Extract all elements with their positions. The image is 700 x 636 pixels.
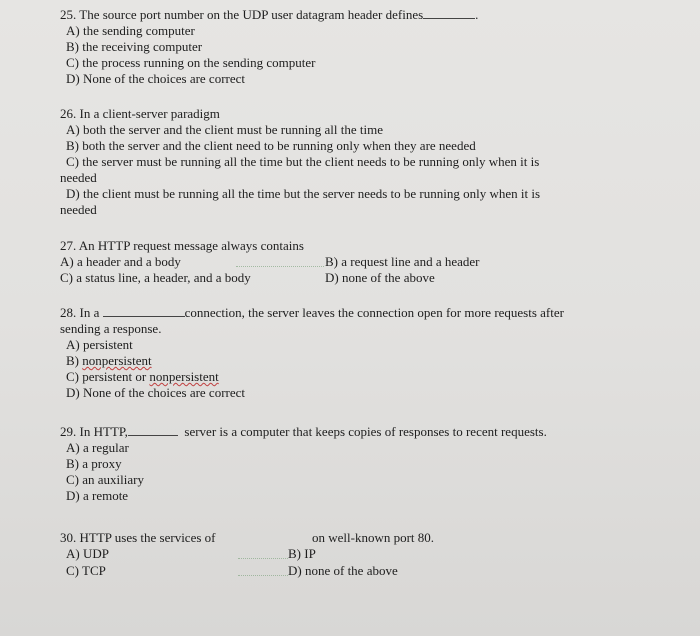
q25-option-d: D) None of the choices are correct: [66, 71, 246, 86]
q28-stem: [60, 305, 564, 321]
q30-dotted-leader-2: [238, 572, 288, 576]
q28-option-c-word: nonpersistent: [149, 369, 219, 384]
q28-option-b-letter: B): [66, 353, 79, 368]
q25-option-b: B) the receiving computer: [66, 39, 203, 54]
q26-option-d-cont: needed: [60, 202, 97, 217]
q29-answer-blank: [128, 424, 178, 436]
q29-stem: [60, 424, 547, 440]
q28-answer-blank: [103, 305, 185, 317]
q26-option-b: B) both the server and the client need to be running only when they are needed: [66, 138, 476, 153]
q25-option-c: C) the process running on the sending computer: [66, 55, 316, 70]
q25-option-a: A) the sending computer: [66, 23, 195, 38]
q27-dotted-leader: [236, 263, 324, 267]
q28-option-c: [66, 369, 219, 385]
q28-stem-cont: sending a response.: [60, 321, 162, 336]
q30-stem-right: on well-known port 80.: [312, 530, 435, 545]
q30-option-b: B) IP: [288, 546, 316, 561]
q28-stem-text: 28. In a: [60, 305, 100, 320]
q25-answer-blank: [423, 7, 475, 19]
q29-option-d: D) a remote: [66, 488, 129, 503]
q27-option-d: D) none of the above: [325, 270, 435, 285]
q26-option-c-cont: needed: [60, 170, 97, 185]
q29-option-a: A) a regular: [66, 440, 129, 455]
q28-option-a: A) persistent: [66, 337, 133, 352]
q28-option-c-text: C) persistent or: [66, 369, 147, 384]
q30-option-c: C) TCP: [66, 563, 106, 578]
q28-option-b-word: nonpersistent: [82, 353, 152, 368]
q27-option-c: C) a status line, a header, and a body: [60, 270, 251, 285]
q28-stem-rest: connection, the server leaves the connection open for more requests after: [184, 305, 564, 320]
q29-option-b: B) a proxy: [66, 456, 122, 471]
q25-stem: [60, 7, 478, 23]
q29-stem-rest: server is a computer that keeps copies of responses to recent requests.: [184, 424, 547, 439]
q26-stem: 26. In a client-server paradigm: [60, 106, 220, 121]
q30-stem-left: 30. HTTP uses the services of: [60, 530, 216, 545]
q29-stem-text: 29. In HTTP,: [60, 424, 128, 439]
q27-stem: 27. An HTTP request message always contains: [60, 238, 304, 253]
q26-option-d: D) the client must be running all the time but the server needs to be running only when it is: [66, 186, 541, 201]
q26-option-a: A) both the server and the client must be running all the time: [66, 122, 383, 137]
q27-option-a: A) a header and a body: [60, 254, 181, 269]
q25-stem-end: .: [475, 7, 479, 22]
q28-option-b: [66, 353, 152, 369]
q30-option-a: A) UDP: [66, 546, 109, 561]
q26-option-c: C) the server must be running all the time but the client needs to be running only when it is: [66, 154, 540, 169]
q28-option-d: D) None of the choices are correct: [66, 385, 246, 400]
q30-option-d: D) none of the above: [288, 563, 398, 578]
q27-option-b: B) a request line and a header: [325, 254, 480, 269]
q25-stem-text: 25. The source port number on the UDP user datagram header defines: [60, 7, 424, 22]
q30-dotted-leader-1: [238, 555, 288, 559]
q29-option-c: C) an auxiliary: [66, 472, 144, 487]
